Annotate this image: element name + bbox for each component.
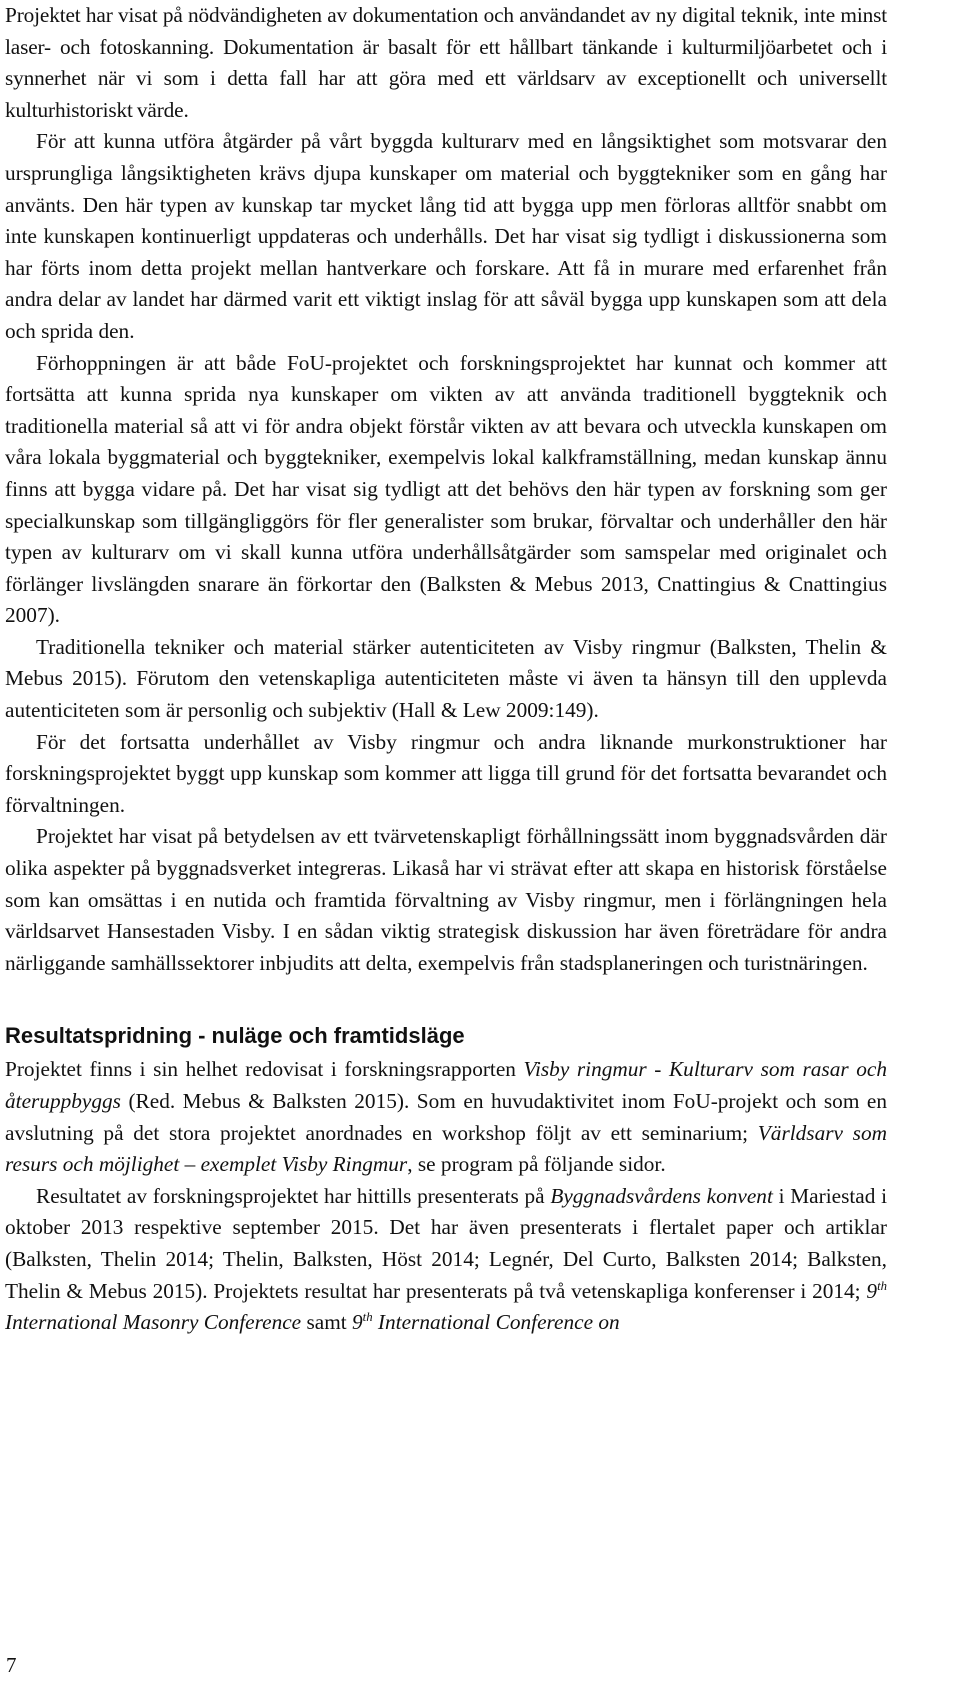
paragraph-documentation: Projektet har visat på nödvändigheten av dokumentation och användandet av ny digital teknik, inte minst laser- och fotoskanning. Dokumentation är basalt för ett hållbart tänkande i kulturmiljöarbetet och i synnerhet när vi som i detta fall har att göra med ett världsarv av exceptionellt och universellt kulturhistoriskt värde. (5, 3, 887, 122)
ordinal-suffix-1: th (877, 1278, 887, 1293)
report-text-3: , se program på följande sidor. (407, 1152, 666, 1177)
paragraph-authenticity: Traditionella tekniker och material stärker autenticiteten av Visby ringmur (Balksten, Thelin & Mebus 2015). Förutom den vetenskapliga autenticiteten måste vi även ta hänsyn till den upplevda autenticiteten som är personlig och subjektiv (Hall & Lew 2009:149). (5, 634, 887, 723)
report-title: Visby ringmur - Kulturarv som rasar och återuppbyggs (5, 1057, 887, 1113)
paragraph-hope: Förhoppningen är att både FoU-projektet och forskningsprojektet har kunnat och kommer att fortsätta att kunna sprida nya kunskaper om vikten av att använda traditionell byggteknik och traditionella material så att vi för andra objekt förstår vikten av att bevara och utveckla kunskapen om våra lokala byggmaterial och byggtekniker, exempelvis lokal kalkframställning, medan kunskap ännu finns att bygga vidare på. Det har visat sig tydligt att det behövs den här typen av forskning som ger specialkunskap som tillgängliggörs för fler generalister som brukar, förvaltar och underhåller den här typen av kulturarv om vi skall kunna utföra underhållsåtgärder som samspelar med originalet och förlänger livslängden snarare än förkortar den (Balksten & Mebus 2013, Cnattingius & Cnattingius 2007). (5, 350, 887, 628)
presentations-text-1: Resultatet av forskningsprojektet har hittills presenterats på (36, 1183, 551, 1208)
conference-number-2: 9 (352, 1310, 363, 1335)
presentations-text-3: samt (301, 1310, 353, 1335)
report-text-1: Projektet finns i sin helhet redovisat i forskningsrapporten (5, 1057, 524, 1082)
conference-number-1: 9 (866, 1278, 878, 1303)
conference-name-1: International Masonry Conference (5, 1310, 302, 1335)
document-page (5, 0, 887, 1339)
paragraph-maintenance: För det fortsatta underhållet av Visby ringmur och andra liknande murkonstruktioner har forskningsprojektet byggt upp kunskap som kommer att ligga till grund för det fortsatta bevarandet och förvaltningen. (5, 729, 887, 817)
paragraph-presentations (5, 1181, 887, 1339)
presentations-text-2: i Mariestad i oktober 2013 respektive september 2015. Det har även presenterats i flertalet paper och artiklar (Balksten, Thelin 2014; Thelin, Balksten, Höst 2014; Legnér, Del Curto, Balksten 2014; Balksten, Thelin & Mebus 2015). Projektets resultat har presenterats på två vetenskapliga konferenser i 2014; (5, 1183, 888, 1303)
paragraph-interdisciplinary: Projektet har visat på betydelsen av ett tvärvetenskapligt förhållningssätt inom byggnadsvården där olika aspekter på byggnadsverket integreras. Likaså har vi strävat efter att skapa en historisk förståelse som kan omsättas i en nutida och framtida förvaltning av Visby ringmur, men i förlängningen hela världsarvet Hansestaden Visby. I en sådan viktig strategisk diskussion har även företrädare för andra närliggande samhällssektorer inbjudits att delta, exempelvis från stadsplaneringen och turistnäringen. (5, 824, 887, 975)
paragraph-long-term-knowledge: För att kunna utföra åtgärder på vårt byggda kulturarv med en långsiktighet som motsvarar den ursprungliga långsiktigheten krävs djupa kunskaper om material och byggtekniker som en gång har använts. Den här typen av kunskap tar mycket lång tid att bygga upp men förloras alltför snabbt om inte kunskapen kontinuerligt uppdateras och underhålls. Det har visat sig tydligt i diskussionerna som har förts inom detta projekt mellan hantverkare och forskare. Att få in murare med erfarenhet från andra delar av landet har därmed varit ett viktigt inslag för att såväl bygga upp kunskapen som att dela och sprida den. (5, 129, 887, 343)
conference-name-2: International Conference on (372, 1310, 620, 1335)
report-text-2: (Red. Mebus & Balksten 2015). Som en huvudaktivitet inom FoU-projekt och som en avslutning på det stora projektet anordnades en workshop följt av ett seminarium; (5, 1089, 887, 1145)
seminar-title: Världsarv som resurs och möjlighet – exemplet Visby Ringmur (5, 1120, 888, 1177)
section-heading: Resultatspridning - nuläge och framtidsläge (5, 1023, 465, 1049)
page-number: 7 (6, 1653, 17, 1677)
ordinal-suffix-2: th (362, 1310, 373, 1325)
convent-name: Byggnadsvårdens konvent (550, 1183, 773, 1208)
paragraph-report (5, 1054, 887, 1180)
